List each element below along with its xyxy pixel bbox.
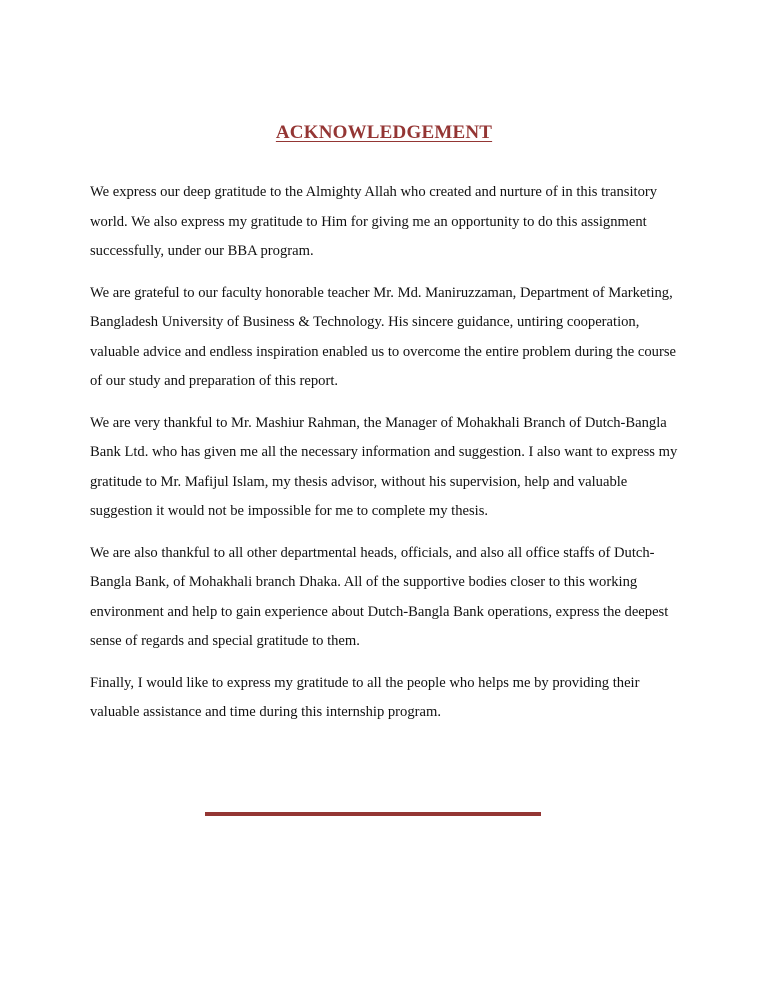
paragraph-1: We express our deep gratitude to the Almighty Allah who created and nurture of in this transitory world. We also express my gratitude to Him for giving me an opportunity to do this assignment successfully, under our BBA program.	[90, 184, 658, 259]
paragraph-3: We are very thankful to Mr. Mashiur Rahman, the Manager of Mohakhali Branch of Dutch-Bangla Bank Ltd. who has given me all the necessary information and suggestion. I also want to express my gratitude to Mr. Mafijul Islam, my thesis advisor, without his supervision, help and valuable suggestion it would not be impossible for me to complete my thesis.	[90, 414, 678, 519]
paragraph-4: We are also thankful to all other departmental heads, officials, and also all office staffs of Dutch-Bangla Bank, of Mohakhali branch Dhaka. All of the supportive bodies closer to this working environment and help to gain experience about Dutch-Bangla Bank operations, express the deepest sense of regards and special gratitude to them.	[90, 544, 669, 649]
acknowledgement-body	[90, 178, 686, 740]
paragraph-2: We are grateful to our faculty honorable teacher Mr. Md. Maniruzzaman, Department of Marketing, Bangladesh University of Business & Technology. His sincere guidance, untiring cooperation, valuable advice and endless inspiration enabled us to overcome the entire problem during the course of our study and preparation of this report.	[90, 284, 676, 389]
page-title: ACKNOWLEDGEMENT	[275, 122, 493, 143]
decorative-divider	[205, 812, 541, 816]
paragraph-5: Finally, I would like to express my gratitude to all the people who helps me by providing their valuable assistance and time during this internship program.	[90, 674, 640, 720]
